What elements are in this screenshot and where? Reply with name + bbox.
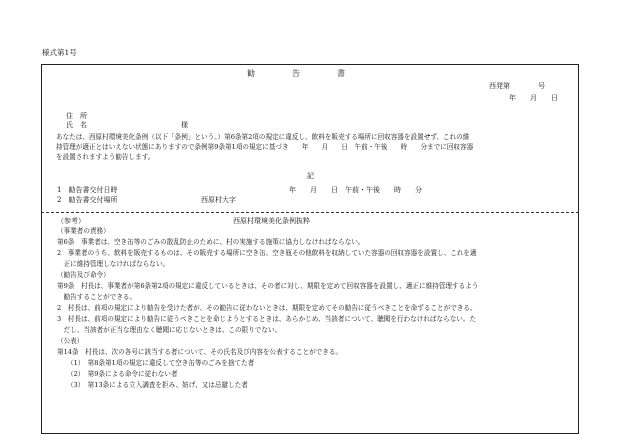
item-2-label: 2 勧告書交付場所 (57, 196, 118, 204)
reference-line: 第9条 村長は、事業者が第6条第2項の規定に違反しているときは、その者に対し、期限を定めて回収容器を設置し、適正に維持管理するよう (57, 282, 479, 290)
body-line-1: あなたは、西原村環境美化条例（以下「条例」という。）第6条第2項の規定に違反し、飲料を販売する場所に回収容器を設置せず、これの維 (56, 133, 470, 141)
reference-line: 2 村長は、前項の規定により勧告を受けた者が、その勧告に従わないときは、期限を定めてその勧告に従うべきことを命ずることができる。 (57, 304, 477, 312)
reference-line: 第6条 事業者は、空き缶等のごみの散乱防止のために、村の実施する施策に協力しなければならない。 (57, 238, 365, 246)
dashed-divider (41, 212, 579, 213)
reference-line: 正に維持管理しなければならない。 (57, 260, 170, 268)
reference-tag: （参考） (57, 217, 85, 225)
item-1-label: 1 勧告書交付日時 (57, 186, 118, 194)
reference-line: （事業者の責務） (57, 227, 110, 235)
ki-heading: 記 (307, 172, 314, 180)
reference-line: （公表） (57, 337, 84, 345)
reference-line: 勧告することができる。 (57, 293, 137, 301)
document-number: 西発第 号 (489, 82, 545, 90)
reference-line: 3 村長は、前項の規定により勧告に従うべきことを命じようとするときは、あらかじめ、当該者について、聴聞を行わなければならない。た (57, 315, 477, 323)
reference-line: だし、当該者が正当な理由なく聴聞に応じないときは、この限りでない。 (57, 326, 282, 334)
item-1-value: 年 月 日 午前・午後 時 分 (289, 186, 422, 194)
body-line-2: 持管理が適正とはいえない状態にありますので条例第9条第1項の規定に基づき 年 月 日 午前・午後 時 分までに回収容器 (56, 143, 474, 151)
reference-line: 第14条 村長は、次の各号に該当する者について、その氏名及び内容を公表することができる。 (57, 348, 343, 356)
item-2-value: 西原村大字 (201, 196, 236, 204)
reference-line: （勧告及び命令） (57, 271, 110, 279)
body-line-3: を設置されますよう勧告します。 (56, 153, 155, 161)
name-label: 氏 名 (66, 121, 87, 129)
reference-line: （3） 第13条による立入調査を拒み、妨げ、又は忌避した者 (67, 381, 248, 389)
address-label: 住 所 (66, 112, 87, 120)
honorific: 様 (181, 121, 188, 129)
document-date: 年 月 日 (509, 94, 558, 102)
reference-title: 西原村環境美化条例抜粋 (233, 217, 310, 225)
reference-line: （2） 第9条による命令に従わない者 (67, 370, 178, 378)
form-number-label: 様式第1号 (42, 48, 77, 57)
reference-line: （1） 第8条第1項の規定に違反して空き缶等のごみを捨てた者 (67, 359, 255, 367)
document-title: 勧 告 書 (247, 69, 346, 78)
reference-line: 2 事業者のうち、飲料を販売するものは、その販売する場所に空き缶、空き瓶その他飲料を収納していた容器の回収容器を設置し、これを適 (57, 249, 477, 257)
